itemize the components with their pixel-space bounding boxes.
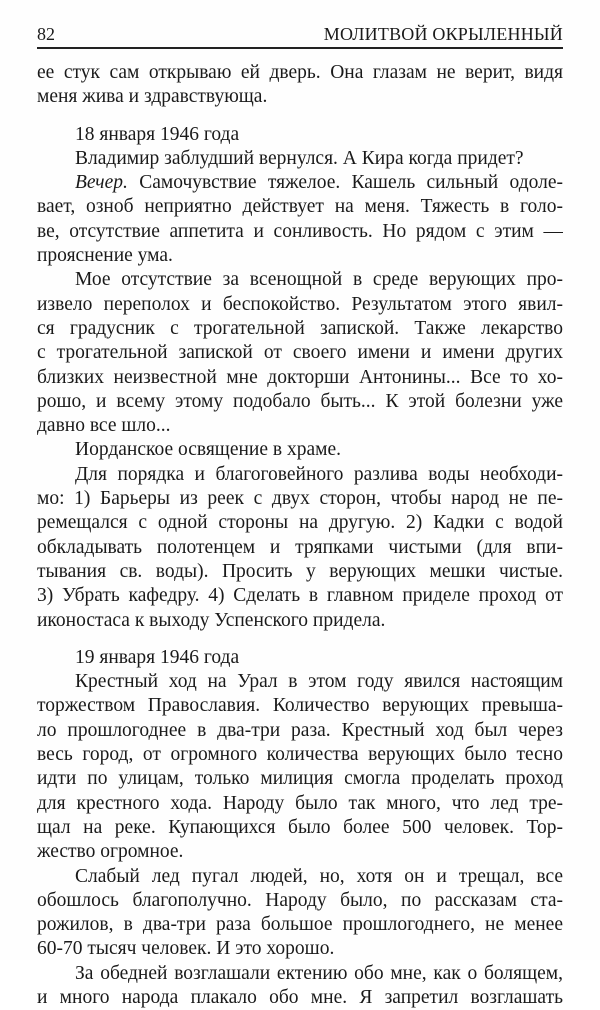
text-line: обошлось благополучно. Народу было, по рассказам ста- — [37, 889, 563, 911]
text-line: Мое отсутствие за всенощной в среде верующих про- — [75, 269, 563, 291]
text-line: для крестного хода. Народу было так много, что лед тре- — [37, 792, 563, 814]
text-line: торжеством Православия. Количество верующих превыша- — [37, 695, 563, 717]
text-line: ремещался с одной стороны на другую. 2) Кадки с водой — [37, 512, 563, 534]
text-line: 60-70 тысяч человек. И это хорошо. — [37, 938, 335, 960]
text-line: жество огромное. — [37, 841, 184, 863]
text-line: ее стук сам открываю ей дверь. Она глазам не верит, видя — [37, 62, 563, 83]
text-line: извело переполох и беспокойство. Результатом этого явил- — [37, 293, 563, 315]
text-line: За обедней возглашали ектению обо мне, как о болящем, — [75, 962, 563, 984]
page-header — [37, 24, 563, 48]
text-line: ся градусник с трогательной запиской. Также лекарство — [37, 317, 563, 339]
page-body — [37, 61, 563, 1010]
text-line: ло прошлогоднее в два-три раза. Крестный ход был через — [37, 719, 563, 741]
text-line: тывания св. воды). Просить у верующих мешки чистые. — [37, 560, 563, 582]
text-line: обкладывать полотенцем и тряпками чистыми (для впи- — [37, 536, 563, 558]
text-line: идти по улицам, только милиция смогла проделать проход — [37, 768, 563, 790]
italic-lead: Вечер. — [75, 172, 128, 194]
text-line: Владимир заблудший вернулся. А Кира когда придет? — [75, 147, 524, 169]
text-line: иконостаса к выходу Успенского придела. — [37, 609, 386, 631]
text-line: 3) Убрать кафедру. 4) Сделать в главном приделе проход от — [37, 585, 563, 607]
entry-date: 18 января 1946 года — [75, 123, 240, 145]
text-line: рошо, и всему этому подобало быть... К этой болезни уже — [37, 390, 563, 412]
text-line: давно все шло... — [37, 415, 171, 437]
header-rule — [37, 47, 563, 49]
text-line: весь город, от огромного количества верующих было тесно — [37, 744, 563, 766]
running-title: МОЛИТВОЙ ОКРЫЛЕННЫЙ — [323, 24, 563, 44]
text-line — [37, 171, 563, 195]
text-line: с трогательной запиской от своего имени и имени других — [37, 342, 563, 364]
text-line: близких неизвестной мне докторши Антонины... Все то хо- — [37, 366, 563, 388]
text-line: щал на реке. Купающихся было более 500 человек. Тор- — [37, 816, 563, 838]
text-line: меня жива и здравствующа. — [37, 86, 268, 108]
text-line: Иорданское освящение в храме. — [75, 439, 341, 461]
text-line: Крестный ход на Урал в этом году явился настоящим — [75, 671, 563, 693]
text-line: вает, озноб неприятно действует на меня. Тяжесть в голо- — [37, 196, 563, 218]
entry-date: 19 января 1946 года — [75, 646, 240, 668]
text-line: ве, отсутствие аппетита и сонливость. Но рядом с этим — — [37, 220, 563, 242]
text-line: Слабый лед пугал людей, но, хотя он и трещал, все — [75, 865, 563, 887]
page-number: 82 — [37, 24, 55, 44]
text-run: Самочувствие тяжелое. Кашель сильный одоле- — [127, 172, 563, 194]
text-line: и много народа плакало обо мне. Я запретил возглашать — [37, 986, 563, 1008]
text-line: Для порядка и благоговейного разлива воды необходи- — [75, 463, 563, 485]
text-line: прояснение ума. — [37, 245, 173, 267]
text-line: рожилов, в два-три раза большое прошлогоднего, не менее — [37, 914, 563, 936]
section-gap — [37, 633, 563, 646]
text-line: мо: 1) Барьеры из реек с двух сторон, чтобы народ не пе- — [37, 488, 563, 510]
section-gap — [37, 110, 563, 123]
